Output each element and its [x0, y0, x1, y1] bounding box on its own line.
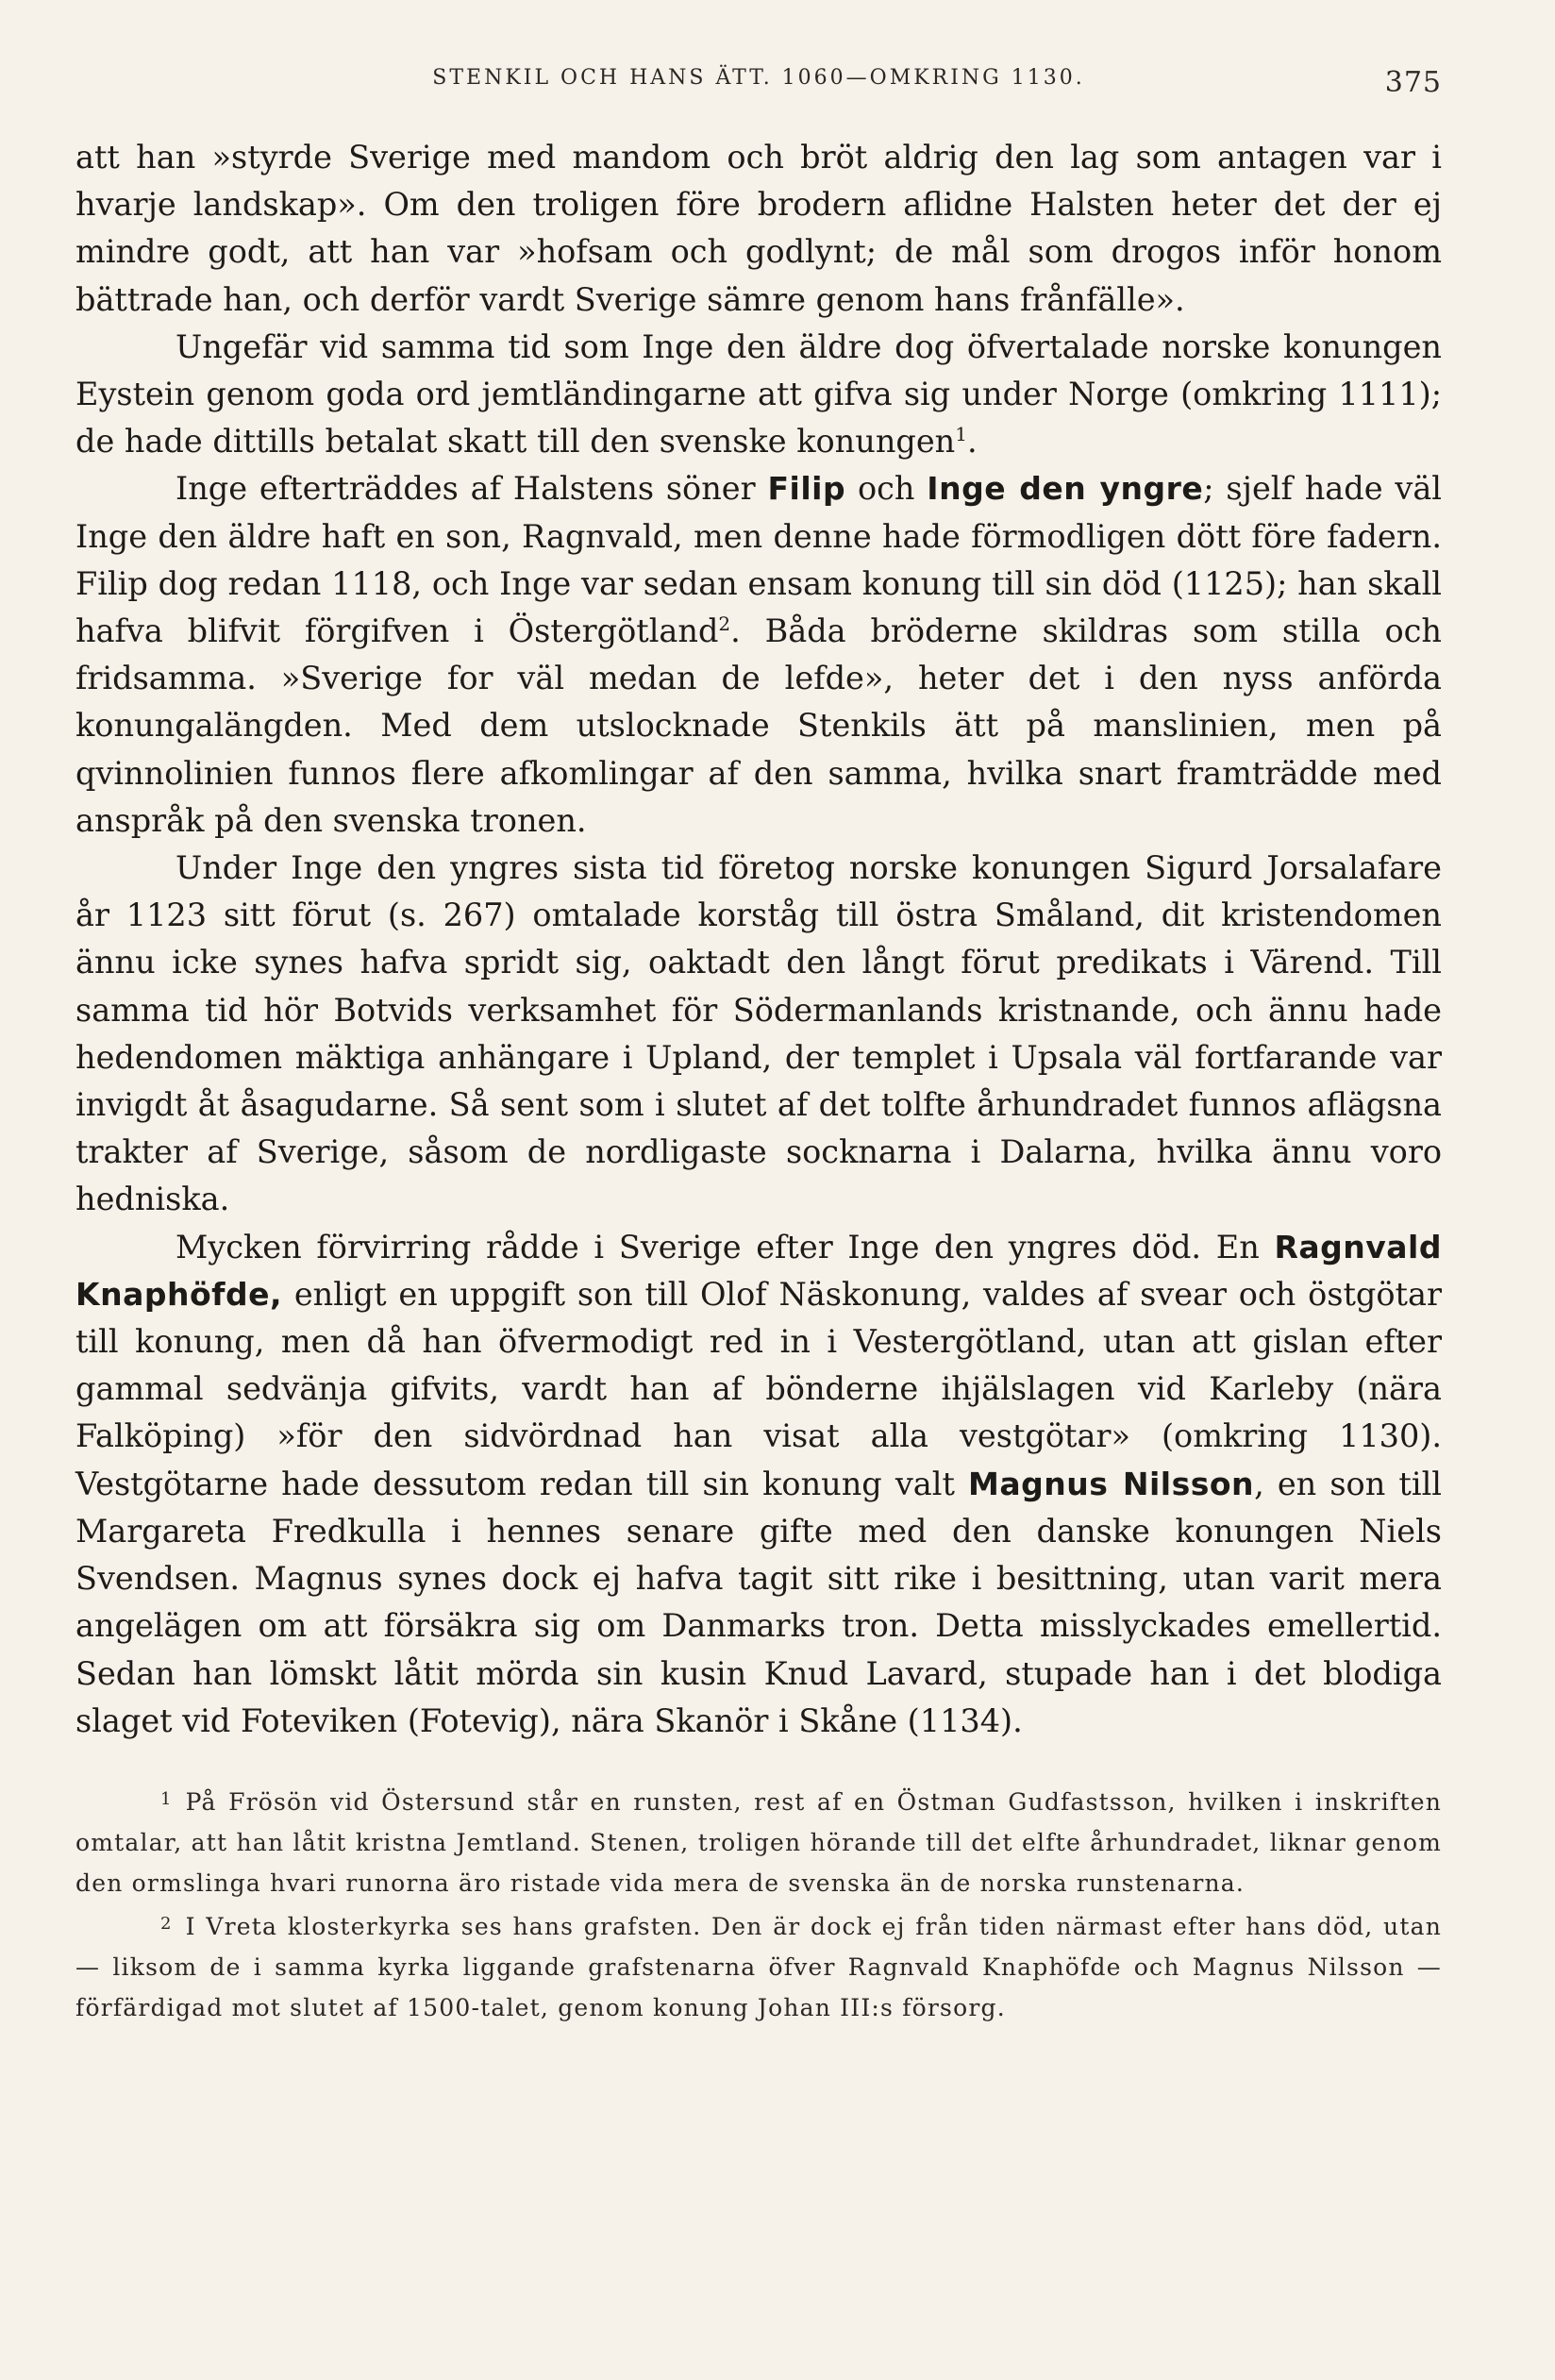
paragraph-4: Under Inge den yngres sista tid företog norske konungen Sigurd Jorsalafare år 1123 sitt förut (s. 267) omtalade korståg till östra Småland, dit kristendomen ännu icke synes hafva spridt sig, oaktadt den långt förut predikats i Värend. Till samma tid hör Botvids verksamhet för Södermanlands kristnande, och ännu hade hedendomen mäktiga anhängare i Upland, der templet i Upsala väl fortfarande var invigdt åt åsagudarne. Så sent som i slutet af det tolfte århundradet funnos aflägsna trakter af Sverige, såsom de nordligaste socknarna i Dalarna, hvilka ännu voro hedniska. — [75, 849, 1442, 1218]
paragraph-2-end: . — [967, 423, 978, 461]
footnote-2 — [75, 1903, 1442, 2028]
footnote-ref-1[interactable]: 1 — [955, 423, 967, 446]
main-text — [75, 134, 1442, 1745]
name-ragnvald-knaphofde: Ragnvald Knaphöfde, — [75, 1228, 1442, 1313]
paragraph-3-text-a: Inge efterträddes af Halstens söner — [176, 470, 768, 508]
footnote-1-text: På Frösön vid Östersund står en runsten, rest af en Östman Gudfastsson, hvilken i inskriften omtalar, att han låtit kristna Jemtland. Stenen, troligen hörande till det elfte århundradet, liknar genom den ormslinga hvari runorna äro ristade vida mera de svenska än de norska runstenarna. — [75, 1787, 1442, 1897]
page-number: 375 — [1384, 66, 1442, 99]
footnote-ref-2[interactable]: 2 — [718, 612, 731, 635]
paragraph-2-text: Ungefär vid samma tid som Inge den äldre dog öfvertalade norske konungen Eystein genom goda ord jemtländingarne att gifva sig under Norge (omkring 1111); de hade dittills betalat skatt till den svenske konungen — [75, 327, 1442, 461]
paragraph-3 — [75, 465, 1442, 845]
paragraph-5 — [75, 1224, 1442, 1745]
footnotes — [75, 1779, 1442, 2028]
name-inge-den-yngre: Inge den yngre — [927, 470, 1204, 508]
footnote-1-mark: 1 — [160, 1788, 173, 1809]
footnote-1 — [75, 1779, 1442, 1903]
paragraph-1: att han »styrde Sverige med mandom och bröt aldrig den lag som antagen var i hvarje landskap». Om den troligen före brodern aflidne Halsten heter det der ej mindre godt, att han var »hofsam och godlynt; de mål som drogos inför honom bättrade han, och derför vardt Sverige sämre genom hans frånfälle». — [75, 139, 1442, 318]
running-header — [75, 66, 1442, 123]
paragraph-3-text-b: och — [845, 470, 928, 508]
paragraph-3-text-c: ; sjelf hade väl Inge den äldre haft en son, Ragnvald, men denne hade förmodligen dött före fadern. Filip dog redan 1118, och Inge var sedan ensam konung till sin död (1125); han skall hafva blifvit förgifven i Östergötland — [75, 470, 1443, 650]
paragraph-5-text-a: Mycken förvirring rådde i Sverige efter Inge den yngres död. En — [176, 1228, 1275, 1265]
name-filip: Filip — [767, 470, 846, 508]
footnote-2-text: I Vreta klosterkyrka ses hans grafsten. Den är dock ej från tiden närmast efter hans död, utan — liksom de i samma kyrka liggande grafstenarna öfver Ragnvald Knaphöfde och Magnus Nilsson — förfärdigad mot slutet af 1500-talet, genom konung Johan III:s försorg. — [75, 1912, 1442, 2021]
paragraph-3-text-d: . Båda bröderne skildras som stilla och fridsamma. »Sverige for väl medan de lefde», heter det i den nyss anförda konungalängden. Med dem utslocknade Stenkils ätt på manslinien, men på qvinnolinien funnos flere afkomlingar af den samma, hvilka snart framträdde med anspråk på den svenska tronen. — [75, 612, 1442, 839]
paragraph-5-text-b: enligt en uppgift son till Olof Näskonung, valdes af svear och östgötar till konung, men då han öfvermodigt red in i Vestergötland, utan att gislan efter gammal sedvänja gifvits, vardt han af bönderne ihjälslagen vid Karleby (nära Falköping) »för den sidvördnad han visat alla vestgötar» (omkring 1130). Vestgötarne hade dessutom redan till sin konung valt — [75, 1275, 1442, 1502]
book-page — [75, 66, 1442, 2028]
paragraph-2 — [75, 324, 1442, 466]
paragraph-5-text-c: , en son till Margareta Fredkulla i hennes senare gifte med den danske konungen Niels Svendsen. Magnus synes dock ej hafva tagit sitt rike i besittning, utan varit mera angelägen om att försäkra sig om Danmarks tron. Detta misslyckades emellertid. Sedan han lömskt låtit mörda sin kusin Knud Lavard, stupade han i det blodiga slaget vid Foteviken (Fotevig), nära Skanör i Skåne (1134). — [75, 1465, 1442, 1739]
footnote-2-mark: 2 — [160, 1913, 173, 1934]
name-magnus-nilsson: Magnus Nilsson — [968, 1465, 1255, 1502]
running-title: STENKIL OCH HANS ÄTT. 1060—OMKRING 1130. — [432, 66, 1085, 90]
